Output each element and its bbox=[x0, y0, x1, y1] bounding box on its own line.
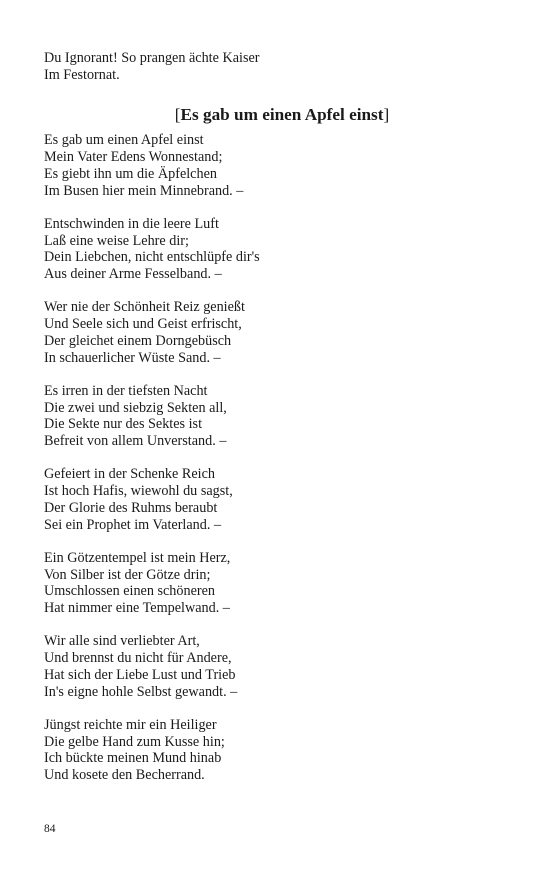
verse-line: Ist hoch Hafis, wiewohl du sagst, bbox=[44, 483, 233, 500]
stanza bbox=[44, 717, 484, 784]
stanza bbox=[44, 216, 484, 283]
stanza-gap bbox=[44, 450, 484, 467]
verse-line: Aus deiner Arme Fesselband. – bbox=[44, 266, 222, 283]
verse-line: Der Glorie des Ruhms beraubt bbox=[44, 499, 218, 516]
verse-line: Und Seele sich und Geist erfrischt, bbox=[44, 316, 242, 333]
stanza bbox=[44, 132, 484, 199]
stanza-gap bbox=[44, 199, 484, 216]
verse-line: Ich bückte meinen Mund hinab bbox=[44, 750, 222, 767]
stanza bbox=[44, 383, 484, 450]
verse-line: Es irren in der tiefsten Nacht bbox=[44, 382, 208, 399]
verse-line: Umschlossen einen schöneren bbox=[44, 583, 215, 600]
verse-line: In schauerlicher Wüste Sand. – bbox=[44, 349, 221, 366]
page-body bbox=[44, 50, 484, 784]
page-number: 84 bbox=[44, 823, 56, 835]
verse-line: Gefeiert in der Schenke Reich bbox=[44, 466, 215, 483]
verse-line: Befreit von allem Unverstand. – bbox=[44, 433, 227, 450]
verse-line: Wer nie der Schönheit Reiz genießt bbox=[44, 299, 245, 316]
stanza-gap bbox=[44, 617, 484, 634]
verse-line: Die gelbe Hand zum Kusse hin; bbox=[44, 733, 225, 750]
verse-line: Ein Götzentempel ist mein Herz, bbox=[44, 549, 231, 566]
verse-line: Laß eine weise Lehre dir; bbox=[44, 232, 189, 249]
verse-line: Von Silber ist der Götze drin; bbox=[44, 566, 211, 583]
stanza bbox=[44, 299, 484, 366]
stanza bbox=[44, 550, 484, 617]
verse-line: Es giebt ihn um die Äpfelchen bbox=[44, 165, 217, 182]
stanza-gap bbox=[44, 533, 484, 550]
verse-line: Dein Liebchen, nicht entschlüpfe dir's bbox=[44, 249, 260, 266]
stanza-gap bbox=[44, 283, 484, 300]
verse-line: Und kosete den Becherrand. bbox=[44, 767, 205, 784]
verse-line: In's eigne hohle Selbst gewandt. – bbox=[44, 683, 238, 700]
verse-line: Wir alle sind verliebter Art, bbox=[44, 633, 200, 650]
verse-line: Hat sich der Liebe Lust und Trieb bbox=[44, 666, 236, 683]
verse-line: Hat nimmer eine Tempelwand. – bbox=[44, 600, 230, 617]
verse-line: Und brennst du nicht für Andere, bbox=[44, 650, 232, 667]
verse-line: Jüngst reichte mir ein Heiliger bbox=[44, 716, 217, 733]
text-line: Im Festornat. bbox=[44, 66, 120, 83]
verse-line: Der gleichet einem Dorngebüsch bbox=[44, 332, 232, 349]
verse-line: Im Busen hier mein Minnebrand. – bbox=[44, 182, 244, 199]
stanza bbox=[44, 633, 484, 700]
verse-line: Mein Vater Edens Wonnestand; bbox=[44, 149, 223, 166]
verse-line: Entschwinden in die leere Luft bbox=[44, 215, 219, 232]
intro-lines bbox=[44, 50, 484, 83]
title-bracket-close: ] bbox=[383, 105, 390, 125]
text-line: Du Ignorant! So prangen ächte Kaiser bbox=[44, 50, 260, 66]
stanza bbox=[44, 466, 484, 533]
verse-line: Die zwei und siebzig Sekten all, bbox=[44, 399, 227, 416]
title-bracket-open: [ bbox=[174, 105, 181, 125]
poem-title-text: Es gab um einen Apfel einst bbox=[180, 105, 384, 125]
poem-title bbox=[44, 104, 484, 125]
verse-line: Sei ein Prophet im Vaterland. – bbox=[44, 516, 222, 533]
verse-line: Es gab um einen Apfel einst bbox=[44, 132, 204, 149]
stanza-gap bbox=[44, 366, 484, 383]
verse-line: Die Sekte nur des Sektes ist bbox=[44, 416, 203, 433]
stanza-gap bbox=[44, 700, 484, 717]
